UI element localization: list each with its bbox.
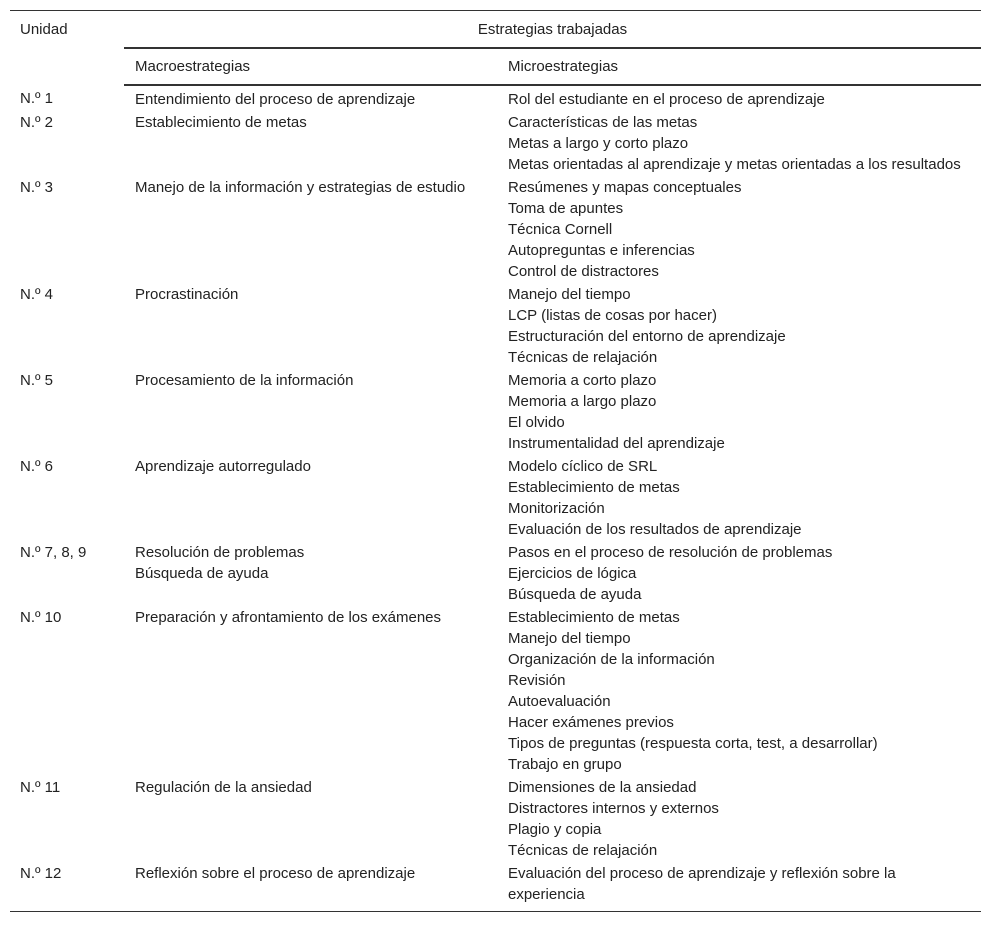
macro-item: Procesamiento de la información [135,372,354,389]
table-row [10,455,981,541]
header-estrategias: Estrategias trabajadas [124,11,981,49]
macro-cell [124,455,498,541]
micro-cell [498,176,981,283]
micro-item: Dimensiones de la ansiedad [508,779,697,796]
micro-cell [498,85,981,111]
macro-cell [124,369,498,455]
macro-cell [124,606,498,776]
micro-item: Plagio y copia [508,821,602,838]
micro-item: Control de distractores [508,263,659,280]
micro-item: Modelo cíclico de SRL [508,458,658,475]
table-row [10,606,981,776]
micro-item: Memoria a largo plazo [508,393,657,410]
micro-item: Pasos en el proceso de resolución de problemas [508,544,833,561]
micro-item: Manejo del tiempo [508,286,631,303]
micro-item: LCP (listas de cosas por hacer) [508,307,717,324]
micro-item: Autoevaluación [508,693,611,710]
micro-item: Establecimiento de metas [508,479,680,496]
macro-item: Establecimiento de metas [135,114,307,131]
micro-item: Trabajo en grupo [508,756,622,773]
micro-item: Instrumentalidad del aprendizaje [508,435,725,452]
micro-item: El olvido [508,414,565,431]
unit-cell: N.º 3 [20,179,53,196]
table-row [10,111,981,176]
micro-item: Metas orientadas al aprendizaje y metas orientadas a los resultados [508,156,961,173]
micro-item: Búsqueda de ayuda [508,586,642,603]
micro-item: Técnica Cornell [508,221,613,238]
header-unidad: Unidad [10,11,124,86]
unit-cell: N.º 6 [20,458,53,475]
unit-cell: N.º 11 [20,779,61,796]
table-body [10,85,981,912]
micro-item: Toma de apuntes [508,200,624,217]
micro-cell [498,776,981,862]
micro-cell [498,369,981,455]
micro-item: Manejo del tiempo [508,630,631,647]
header-macroestrategias: Macroestrategias [124,48,498,85]
table-row [10,541,981,606]
micro-cell [498,862,981,912]
macro-item: Aprendizaje autorregulado [135,458,311,475]
micro-item: Ejercicios de lógica [508,565,637,582]
micro-item: Organización de la información [508,651,715,668]
micro-item: Rol del estudiante en el proceso de aprendizaje [508,91,825,108]
macro-cell [124,776,498,862]
unit-cell: N.º 2 [20,114,53,131]
table-row [10,283,981,369]
macro-item: Manejo de la información y estrategias de estudio [135,179,466,196]
unit-cell: N.º 10 [20,609,62,626]
micro-item: Técnicas de relajación [508,842,658,859]
macro-item: Reflexión sobre el proceso de aprendizaje [135,865,416,882]
macro-cell [124,85,498,111]
micro-item: Evaluación de los resultados de aprendizaje [508,521,802,538]
header-microestrategias: Microestrategias [498,48,981,85]
table-row [10,85,981,111]
micro-cell [498,283,981,369]
table-row [10,862,981,912]
unit-cell: N.º 1 [20,90,53,107]
micro-item: Memoria a corto plazo [508,372,657,389]
micro-item: Estructuración del entorno de aprendizaje [508,328,786,345]
micro-item: Evaluación del proceso de aprendizaje y reflexión sobre la experiencia [508,865,896,903]
macro-cell [124,111,498,176]
micro-cell [498,111,981,176]
micro-cell [498,455,981,541]
macro-item: Preparación y afrontamiento de los exámenes [135,609,442,626]
strategies-table [10,10,981,912]
unit-cell: N.º 12 [10,862,124,912]
header-row-2 [10,48,981,85]
micro-item: Características de las metas [508,114,698,131]
macro-cell [124,862,498,912]
table-row [10,369,981,455]
micro-item: Establecimiento de metas [508,609,680,626]
table-row [10,776,981,862]
strategies-table-container [10,10,981,912]
macro-cell [124,541,498,606]
micro-item: Revisión [508,672,566,689]
unit-cell: N.º 7, 8, 9 [20,544,87,561]
macro-item: Resolución de problemas [135,544,305,561]
micro-item: Hacer exámenes previos [508,714,674,731]
micro-item: Autopreguntas e inferencias [508,242,695,259]
micro-item: Metas a largo y corto plazo [508,135,689,152]
macro-item: Entendimiento del proceso de aprendizaje [135,91,416,108]
macro-item: Regulación de la ansiedad [135,779,312,796]
micro-item: Resúmenes y mapas conceptuales [508,179,742,196]
macro-cell [124,176,498,283]
micro-item: Monitorización [508,500,605,517]
unit-cell: N.º 5 [20,372,53,389]
micro-cell [498,606,981,776]
macro-item: Búsqueda de ayuda [135,565,269,582]
micro-item: Técnicas de relajación [508,349,658,366]
micro-item: Tipos de preguntas (respuesta corta, test, a desarrollar) [508,735,878,752]
unit-cell: N.º 4 [20,286,53,303]
micro-item: Distractores internos y externos [508,800,719,817]
macro-item: Procrastinación [135,286,239,303]
macro-cell [124,283,498,369]
micro-cell [498,541,981,606]
header-row-1 [10,11,981,49]
table-row [10,176,981,283]
